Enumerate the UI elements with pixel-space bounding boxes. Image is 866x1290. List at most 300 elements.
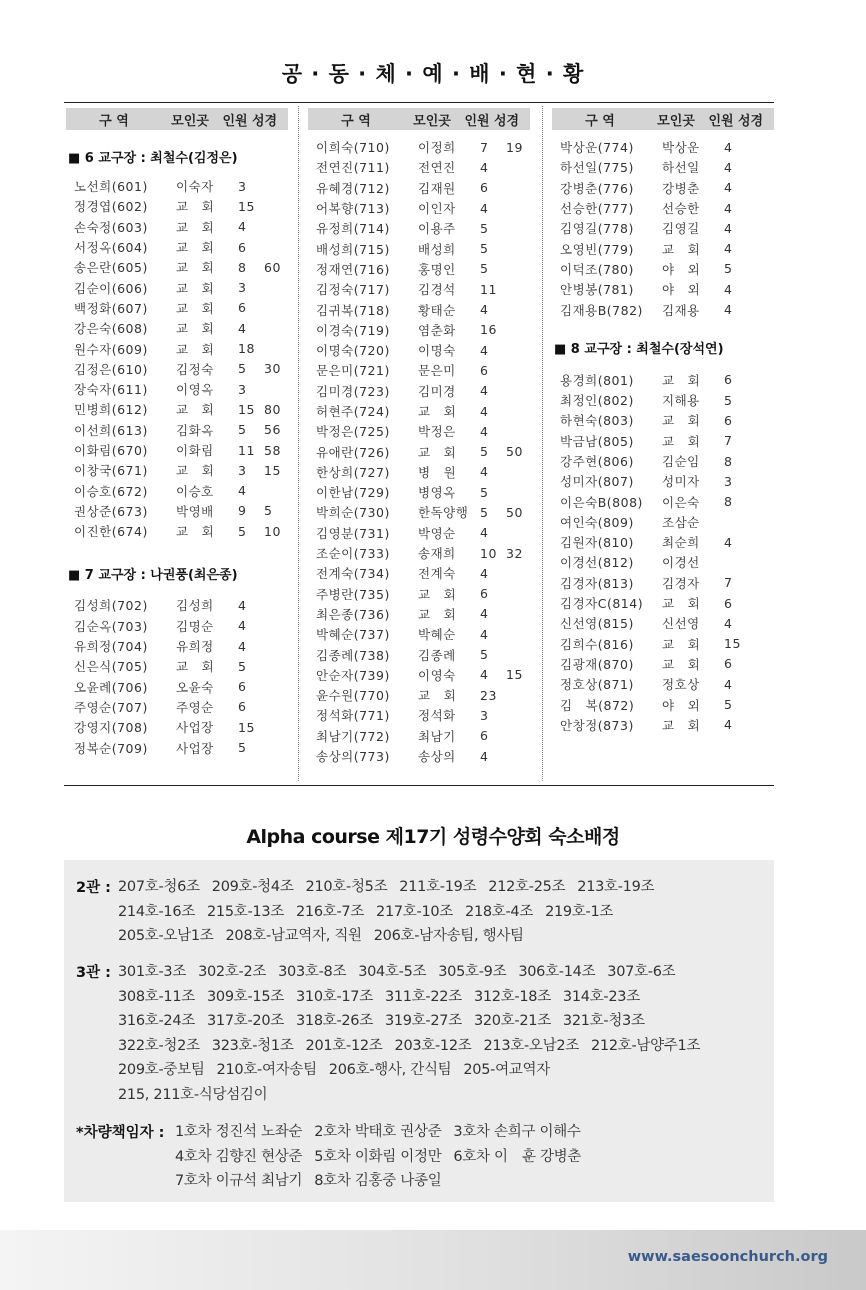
table-row	[308, 604, 530, 624]
cell-place: 전연진	[418, 160, 456, 176]
table-row	[308, 238, 530, 258]
cell-place: 최순희	[662, 535, 700, 551]
worship-column-2	[308, 108, 530, 766]
table-row	[308, 462, 530, 482]
cell-bible: 60	[264, 259, 281, 275]
cell-area: 여인숙(809)	[560, 514, 634, 530]
cell-area: 김순이(606)	[74, 280, 148, 296]
cell-bible: 50	[506, 504, 523, 520]
cell-count: 15	[238, 198, 255, 214]
cell-count: 4	[724, 200, 733, 216]
cell-count: 4	[724, 241, 733, 257]
cell-area: 유희정(704)	[74, 639, 148, 655]
cell-area: 오영빈(779)	[560, 241, 634, 257]
cell-bible: 30	[264, 361, 281, 377]
cell-area: 최정인(802)	[560, 393, 634, 409]
cell-area: 정석화(771)	[316, 708, 390, 724]
cell-bible: 10	[264, 523, 281, 539]
assignment-item: 312호-18조	[473, 988, 551, 1005]
cell-place: 야 외	[662, 282, 701, 298]
assignment-line	[175, 1120, 593, 1141]
cell-count: 4	[238, 638, 247, 654]
cell-count: 3	[238, 462, 247, 478]
cell-place: 교 회	[662, 241, 701, 257]
cell-place: 이은숙	[662, 494, 700, 510]
cell-place: 신선영	[662, 616, 700, 632]
cell-place: 김종례	[418, 647, 456, 663]
cell-place: 오윤숙	[176, 679, 214, 695]
table-row	[552, 471, 774, 491]
cell-place: 송재희	[418, 546, 456, 562]
table-row	[308, 360, 530, 380]
cell-place: 송상의	[418, 749, 456, 765]
cell-place: 교 회	[176, 260, 215, 276]
table-row	[66, 460, 288, 480]
table-row	[66, 257, 288, 277]
cell-count: 6	[238, 239, 247, 255]
cell-area: 권상준(673)	[74, 503, 148, 519]
cell-area: 민병희(612)	[74, 402, 148, 418]
cell-count: 6	[724, 372, 733, 388]
table-row	[308, 665, 530, 685]
assignment-item: 322호-청2조	[118, 1037, 200, 1054]
cell-count: 6	[724, 595, 733, 611]
header-place: 모인곳	[657, 113, 695, 129]
cell-area: 이명숙(720)	[316, 343, 390, 359]
assignment-item: 209호-중보팀	[118, 1062, 205, 1079]
cell-count: 5	[480, 444, 489, 460]
cell-area: 이경선(812)	[560, 555, 634, 571]
cell-count: 7	[724, 433, 733, 449]
table-row	[308, 320, 530, 340]
cell-count: 4	[724, 220, 733, 236]
cell-area: 이진한(674)	[74, 524, 148, 540]
cell-area: 이은숙B(808)	[560, 494, 643, 510]
cell-count: 15	[724, 636, 741, 652]
cell-count: 4	[724, 615, 733, 631]
cell-count: 4	[480, 302, 489, 318]
cell-count: 4	[238, 618, 247, 634]
assignment-item: 208호-남교역자, 직원	[225, 928, 362, 945]
cell-count: 5	[238, 361, 247, 377]
cell-count: 3	[238, 280, 247, 296]
cell-place: 병 원	[418, 464, 457, 480]
cell-place: 김순임	[662, 454, 700, 469]
table-row	[552, 552, 774, 572]
cell-area: 박상운(774)	[560, 140, 634, 156]
table-row	[66, 196, 288, 216]
cell-count: 5	[480, 504, 489, 520]
cell-bible: 32	[506, 545, 523, 561]
assignment-item: 210호-여자송팀	[216, 1062, 317, 1079]
assignment-item: 309호-15조	[206, 988, 284, 1005]
cell-place: 김성희	[176, 598, 214, 614]
cell-place: 이승호	[176, 483, 214, 499]
cell-area: 박금남(805)	[560, 433, 634, 449]
assignment-item: 212호-남양주1조	[590, 1037, 701, 1054]
page-title: 공 · 동 · 체 · 예 · 배 · 현 · 황	[281, 62, 585, 86]
cell-count: 4	[480, 423, 489, 439]
cell-area: 김원자(810)	[560, 535, 634, 551]
cell-count: 7	[480, 139, 489, 155]
top-divider	[64, 102, 774, 103]
cell-area: 박혜순(737)	[316, 627, 390, 643]
table-row	[308, 502, 530, 522]
cell-place: 교 회	[176, 280, 215, 296]
cell-place: 전계숙	[418, 566, 456, 582]
cell-place: 염춘화	[418, 322, 456, 338]
header-bible: 성경	[738, 113, 764, 129]
assignment-item: 214호-16조	[118, 903, 195, 920]
assignment-item: 1호차 정진석 노좌순	[175, 1124, 303, 1140]
cell-area: 강영지(708)	[74, 720, 148, 736]
assignment-item: 316호-24조	[118, 1013, 195, 1030]
assignment-item: 206호-남자송팀, 행사팀	[373, 928, 524, 945]
assignment-item: 301호-3조	[118, 964, 187, 980]
table-row	[308, 340, 530, 360]
cell-area: 김귀복(718)	[316, 302, 390, 318]
assignment-item: 2호차 박태호 권상준	[314, 1124, 442, 1140]
table-row	[66, 656, 288, 676]
cell-count: 5	[480, 261, 489, 277]
cell-place: 교 회	[418, 606, 457, 622]
assignment-item: 320호-21조	[473, 1013, 551, 1030]
website-link[interactable]: www.saesoonchurch.org	[627, 1249, 828, 1265]
assignment-item: 219호-1조	[545, 903, 614, 920]
assignment-line	[118, 900, 625, 921]
cell-count: 5	[480, 220, 489, 236]
assignment-line	[118, 1034, 712, 1055]
cell-count: 5	[724, 261, 733, 277]
cell-place: 박상운	[662, 140, 700, 156]
table-row	[308, 178, 530, 198]
cell-count: 18	[238, 341, 255, 357]
table-row	[66, 521, 288, 541]
cell-area: 김영분(731)	[316, 525, 390, 541]
assignment-line	[118, 875, 666, 896]
cell-count: 5	[238, 658, 247, 674]
table-row	[552, 674, 774, 694]
header-bible: 성경	[494, 113, 520, 129]
section-title-district-7: ■ 7 교구장 : 나권풍(최은종)	[68, 567, 238, 583]
cell-place: 교 회	[176, 240, 215, 256]
cell-area: 김 복(872)	[560, 697, 635, 713]
table-row	[66, 277, 288, 297]
cell-count: 6	[480, 180, 489, 196]
table-row	[552, 259, 774, 279]
cell-area: 용경희(801)	[560, 372, 634, 388]
cell-count: 4	[480, 383, 489, 399]
cell-area: 김미경(723)	[316, 383, 390, 399]
cell-count: 4	[724, 717, 733, 733]
table-row	[308, 563, 530, 583]
table-row	[308, 137, 530, 157]
assignment-item: 213호-19조	[577, 879, 655, 895]
assignment-item: 321호-청3조	[562, 1013, 645, 1030]
cell-count: 4	[480, 626, 489, 642]
alpha-course-title: Alpha course 제17기 성령수양회 숙소배정	[246, 826, 620, 848]
cell-area: 어복향(713)	[316, 201, 390, 217]
worship-column-1	[66, 108, 288, 758]
assignment-item: 8호차 김홍중 나종일	[314, 1173, 442, 1190]
table-row	[66, 717, 288, 737]
cell-place: 조삼순	[662, 514, 700, 530]
cell-area: 신은식(705)	[74, 659, 148, 675]
cell-count: 6	[480, 586, 489, 602]
cell-place: 이숙자	[176, 179, 214, 195]
table-row	[552, 593, 774, 613]
cell-place: 선승한	[662, 201, 700, 217]
cell-area: 노선희(601)	[74, 179, 148, 195]
cell-area: 한상희(727)	[316, 464, 390, 480]
table-row	[552, 157, 774, 177]
cell-area: 강은숙(608)	[74, 321, 148, 337]
header-area: 구 역	[341, 113, 371, 129]
cell-count: 4	[480, 342, 489, 358]
cell-count: 7	[724, 575, 733, 591]
table-row	[552, 654, 774, 674]
table-row	[552, 390, 774, 410]
cell-count: 4	[238, 597, 247, 613]
cell-bible: 56	[264, 422, 281, 438]
cell-place: 김재용	[662, 302, 700, 318]
assignment-item: 319호-27조	[384, 1013, 462, 1030]
cell-count: 6	[724, 656, 733, 672]
cell-area: 김정은(610)	[74, 361, 148, 377]
assignment-item: 317호-20조	[206, 1013, 284, 1030]
cell-area: 이경숙(719)	[316, 322, 390, 338]
cell-count: 16	[480, 322, 497, 338]
assignment-line	[118, 1058, 562, 1079]
cell-place: 병영옥	[418, 485, 456, 501]
assignment-item: 310호-17조	[295, 988, 373, 1005]
cell-area: 백정화(607)	[74, 300, 148, 316]
table-row	[552, 198, 774, 218]
table-row	[308, 584, 530, 604]
cell-area: 김순옥(703)	[74, 618, 148, 634]
cell-place: 이용주	[418, 221, 456, 237]
cell-count: 9	[238, 503, 247, 519]
assignment-item: 218호-4조	[465, 903, 534, 920]
cell-count: 5	[480, 647, 489, 663]
cell-place: 한독양행	[418, 505, 469, 521]
cell-area: 최은종(736)	[316, 606, 390, 622]
cell-count: 6	[480, 728, 489, 744]
cell-area: 이희숙(710)	[316, 140, 390, 156]
table-row	[308, 198, 530, 218]
cell-count: 11	[480, 281, 497, 297]
header-place: 모인곳	[171, 113, 209, 129]
table-row	[308, 705, 530, 725]
cell-place: 교 회	[176, 199, 215, 215]
cell-place: 정호상	[662, 677, 700, 693]
table-row	[308, 259, 530, 279]
table-row	[552, 370, 774, 390]
cell-count: 3	[480, 707, 489, 723]
cell-area: 주병란(735)	[316, 586, 390, 602]
assignment-item: 205-여교역자	[463, 1062, 550, 1079]
cell-count: 4	[480, 159, 489, 175]
table-row	[308, 381, 530, 401]
table-row	[552, 491, 774, 511]
assignment-item: 3호차 손희구 이해수	[453, 1124, 581, 1140]
table-row	[66, 480, 288, 500]
cell-count: 6	[238, 300, 247, 316]
table-row	[66, 737, 288, 757]
table-row	[66, 440, 288, 460]
cell-count: 5	[480, 484, 489, 500]
table-row	[308, 644, 530, 664]
cell-count: 4	[480, 748, 489, 764]
assignment-item: 306호-14조	[518, 964, 596, 980]
assignment-item: 216호-7조	[295, 903, 365, 920]
assignment-item: 5호차 이화림 이정만	[314, 1148, 442, 1165]
table-row	[552, 279, 774, 299]
cell-area: 유혜경(712)	[316, 180, 390, 196]
cell-place: 이인자	[418, 201, 456, 217]
assignment-item: 6호차 이 훈 강병춘	[453, 1148, 582, 1165]
table-row	[66, 595, 288, 615]
table-row	[308, 299, 530, 319]
cell-count: 4	[480, 606, 489, 622]
cell-place: 이정희	[418, 140, 456, 156]
table-row	[308, 523, 530, 543]
assignment-line	[175, 1169, 453, 1190]
cell-area: 하현숙(803)	[560, 413, 634, 429]
assignment-line	[118, 960, 687, 981]
cell-area: 최남기(772)	[316, 728, 390, 744]
header-area: 구 역	[585, 113, 615, 129]
assignment-item: 304호-5조	[358, 964, 427, 980]
cell-area: 원수자(609)	[74, 341, 148, 357]
assignment-item: 308호-11조	[118, 988, 195, 1005]
cell-count: 4	[724, 180, 733, 196]
cell-place: 교 회	[662, 717, 701, 733]
section-title-district-6: ■ 6 교구장 : 최철수(김정은)	[68, 150, 238, 166]
cell-place: 성미자	[662, 474, 700, 490]
assignment-item: 217호-10조	[376, 903, 454, 920]
cell-count: 4	[238, 219, 247, 235]
cell-place: 이영숙	[418, 667, 456, 683]
table-row	[552, 137, 774, 157]
cell-count: 3	[238, 178, 247, 194]
table-row	[66, 420, 288, 440]
table-row	[552, 410, 774, 430]
table-row	[66, 217, 288, 237]
table-row	[552, 634, 774, 654]
table-row	[308, 746, 530, 766]
cell-count: 4	[724, 139, 733, 155]
cell-bible: 15	[264, 462, 281, 478]
cell-area: 강주현(806)	[560, 454, 634, 469]
cell-area: 김영길(778)	[560, 221, 634, 237]
header-count: 인원	[708, 113, 734, 129]
cell-count: 3	[238, 381, 247, 397]
cell-area: 안순자(739)	[316, 667, 390, 683]
cell-area: 성미자(807)	[560, 474, 634, 490]
cell-count: 5	[480, 241, 489, 257]
cell-area: 장숙자(611)	[74, 382, 148, 398]
cell-area: 김광재(870)	[560, 656, 634, 672]
cell-place: 사업장	[176, 740, 214, 756]
cell-count: 4	[480, 403, 489, 419]
cell-count: 8	[724, 494, 733, 510]
assignment-item: 203호-12조	[394, 1037, 472, 1054]
cell-bible: 58	[264, 442, 281, 458]
assignment-line	[118, 1083, 279, 1104]
cell-area: 이덕조(780)	[560, 261, 634, 277]
cell-area: 송상의(773)	[316, 749, 390, 765]
cell-count: 6	[238, 679, 247, 695]
cell-place: 하선일	[662, 160, 700, 176]
assignment-item: 4호차 김향진 현상준	[175, 1148, 303, 1165]
cell-area: 김재용B(782)	[560, 302, 643, 318]
cell-area: 허현주(724)	[316, 404, 390, 419]
table-row	[66, 176, 288, 196]
header-count: 인원	[464, 113, 490, 129]
cell-area: 김성희(702)	[74, 598, 148, 614]
cell-place: 교 회	[418, 404, 457, 419]
cell-area: 유애란(726)	[316, 444, 390, 460]
table-row	[308, 543, 530, 563]
cell-count: 15	[238, 719, 255, 735]
cell-area: 선승한(777)	[560, 201, 634, 217]
cell-count: 23	[480, 687, 497, 703]
cell-place: 교 회	[176, 463, 215, 479]
cell-area: 김종례(738)	[316, 647, 390, 663]
cell-area: 유정희(714)	[316, 221, 390, 237]
assignment-item: 302호-2조	[198, 964, 267, 980]
room-assignment-box	[64, 860, 774, 1202]
table-row	[308, 441, 530, 461]
cell-area: 서정옥(604)	[74, 240, 148, 256]
cell-area: 신선영(815)	[560, 616, 634, 632]
cell-count: 6	[238, 699, 247, 715]
cell-area: 이화림(670)	[74, 443, 148, 458]
cell-place: 야 외	[662, 261, 701, 277]
header-area: 구 역	[99, 113, 129, 129]
cell-count: 6	[724, 412, 733, 428]
cell-area: 이한남(729)	[316, 485, 390, 501]
cell-place: 김경자	[662, 575, 700, 591]
table-row	[552, 613, 774, 633]
column-divider	[298, 106, 299, 781]
column-divider	[542, 106, 543, 781]
cell-place: 교 회	[176, 219, 215, 235]
cell-place: 김재원	[418, 180, 456, 196]
cell-area: 안창정(873)	[560, 717, 634, 733]
cell-count: 4	[724, 534, 733, 550]
table-row	[66, 677, 288, 697]
cell-place: 교 회	[176, 341, 215, 357]
cell-place: 교 회	[176, 402, 215, 418]
cell-place: 최남기	[418, 728, 456, 744]
table-row	[552, 218, 774, 238]
cell-place: 박영순	[418, 525, 456, 541]
cell-area: 김정숙(717)	[316, 282, 390, 298]
table-row	[552, 715, 774, 735]
cell-count: 10	[480, 545, 497, 561]
table-row	[552, 694, 774, 714]
cell-bible: 5	[264, 503, 273, 519]
cell-bible: 15	[506, 667, 523, 683]
table-row	[66, 379, 288, 399]
cell-count: 8	[724, 453, 733, 469]
assignment-item: 7호차 이규석 최남기	[175, 1173, 303, 1190]
table-row	[552, 431, 774, 451]
cell-count: 4	[724, 281, 733, 297]
cell-count: 5	[238, 523, 247, 539]
